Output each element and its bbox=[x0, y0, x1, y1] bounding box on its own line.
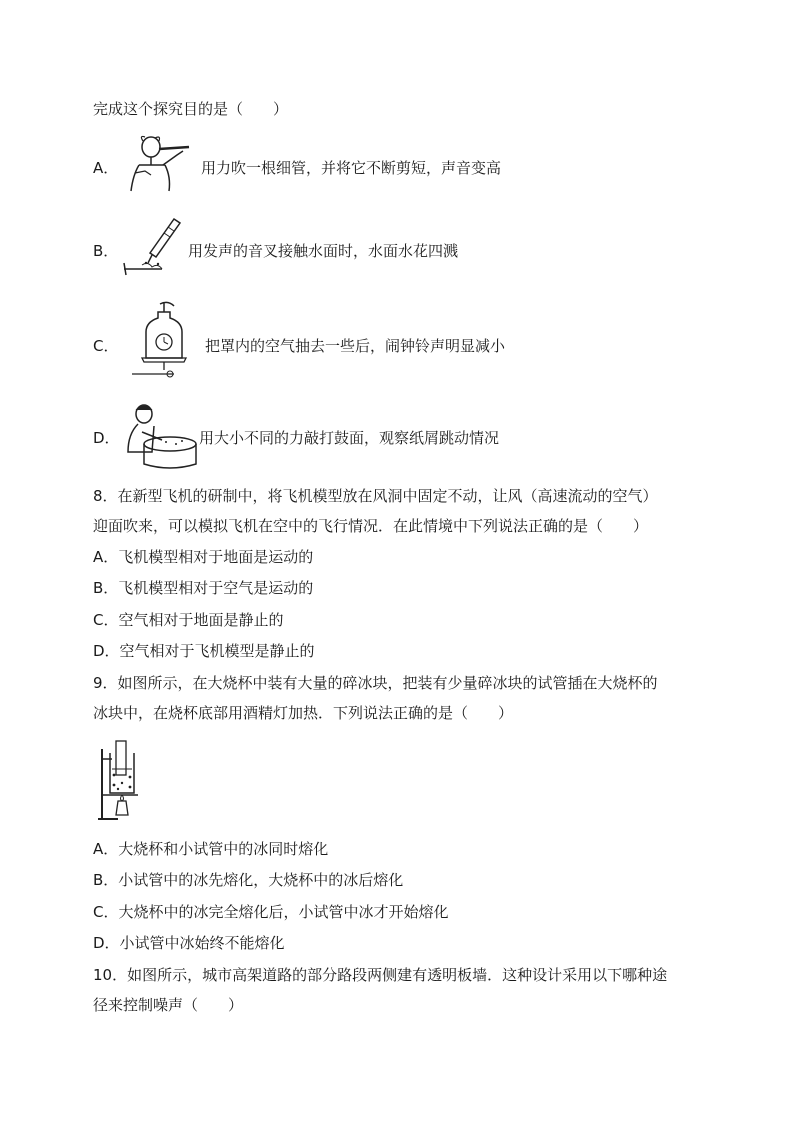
q9-stem-line-1: 9．如图所示，在大烧杯中装有大量的碎冰块，把装有少量碎冰块的试管插在大烧杯的 bbox=[93, 674, 658, 692]
q8-option-d: D．空气相对于飞机模型是静止的 bbox=[93, 642, 315, 660]
q9-option-a: A．大烧杯和小试管中的冰同时熔化 bbox=[93, 840, 329, 858]
option-d-label: D． bbox=[93, 429, 120, 447]
option-c-label: C． bbox=[93, 337, 119, 355]
q8-option-b: B．飞机模型相对于空气是运动的 bbox=[93, 579, 314, 597]
option-a-label: A． bbox=[93, 159, 119, 177]
option-c-text: 把罩内的空气抽去一些后，闹钟铃声明显减小 bbox=[205, 337, 506, 355]
intro-line: 完成这个探究目的是（ ） bbox=[93, 100, 289, 118]
q9-option-b: B．小试管中的冰先熔化，大烧杯中的冰后熔化 bbox=[93, 871, 404, 889]
figure-blowing-tube bbox=[125, 135, 195, 193]
q8-option-c: C．空气相对于地面是静止的 bbox=[93, 611, 284, 629]
q9-option-c: C．大烧杯中的冰完全熔化后，小试管中冰才开始熔化 bbox=[93, 903, 449, 921]
figure-tuning-fork bbox=[122, 217, 186, 277]
q10-stem-line-1: 10．如图所示，城市高架道路的部分路段两侧建有透明板墙．这种设计采用以下哪种途 bbox=[93, 966, 668, 984]
q9-stem-line-2: 冰块中，在烧杯底部用酒精灯加热．下列说法正确的是（ ） bbox=[93, 704, 514, 722]
figure-beaker-test-tube-apparatus bbox=[98, 739, 142, 821]
q8-stem-line-2: 迎面吹来，可以模拟飞机在空中的飞行情况．在此情境中下列说法正确的是（ ） bbox=[93, 517, 649, 535]
q8-option-a: A．飞机模型相对于地面是运动的 bbox=[93, 548, 314, 566]
option-d-text: 用大小不同的力敲打鼓面，观察纸屑跳动情况 bbox=[199, 429, 500, 447]
option-b-text: 用发声的音叉接触水面时，水面水花四溅 bbox=[188, 242, 459, 260]
option-b-label: B． bbox=[93, 242, 119, 260]
q10-stem-line-2: 径来控制噪声（ ） bbox=[93, 996, 244, 1014]
figure-bell-jar-clock bbox=[128, 300, 198, 380]
option-a-text: 用力吹一根细管，并将它不断剪短，声音变高 bbox=[201, 159, 502, 177]
q9-option-d: D．小试管中冰始终不能熔化 bbox=[93, 934, 285, 952]
figure-drum-paper-scraps bbox=[122, 402, 198, 470]
q8-stem-line-1: 8．在新型飞机的研制中，将飞机模型放在风洞中固定不动，让风（高速流动的空气） bbox=[93, 487, 658, 505]
